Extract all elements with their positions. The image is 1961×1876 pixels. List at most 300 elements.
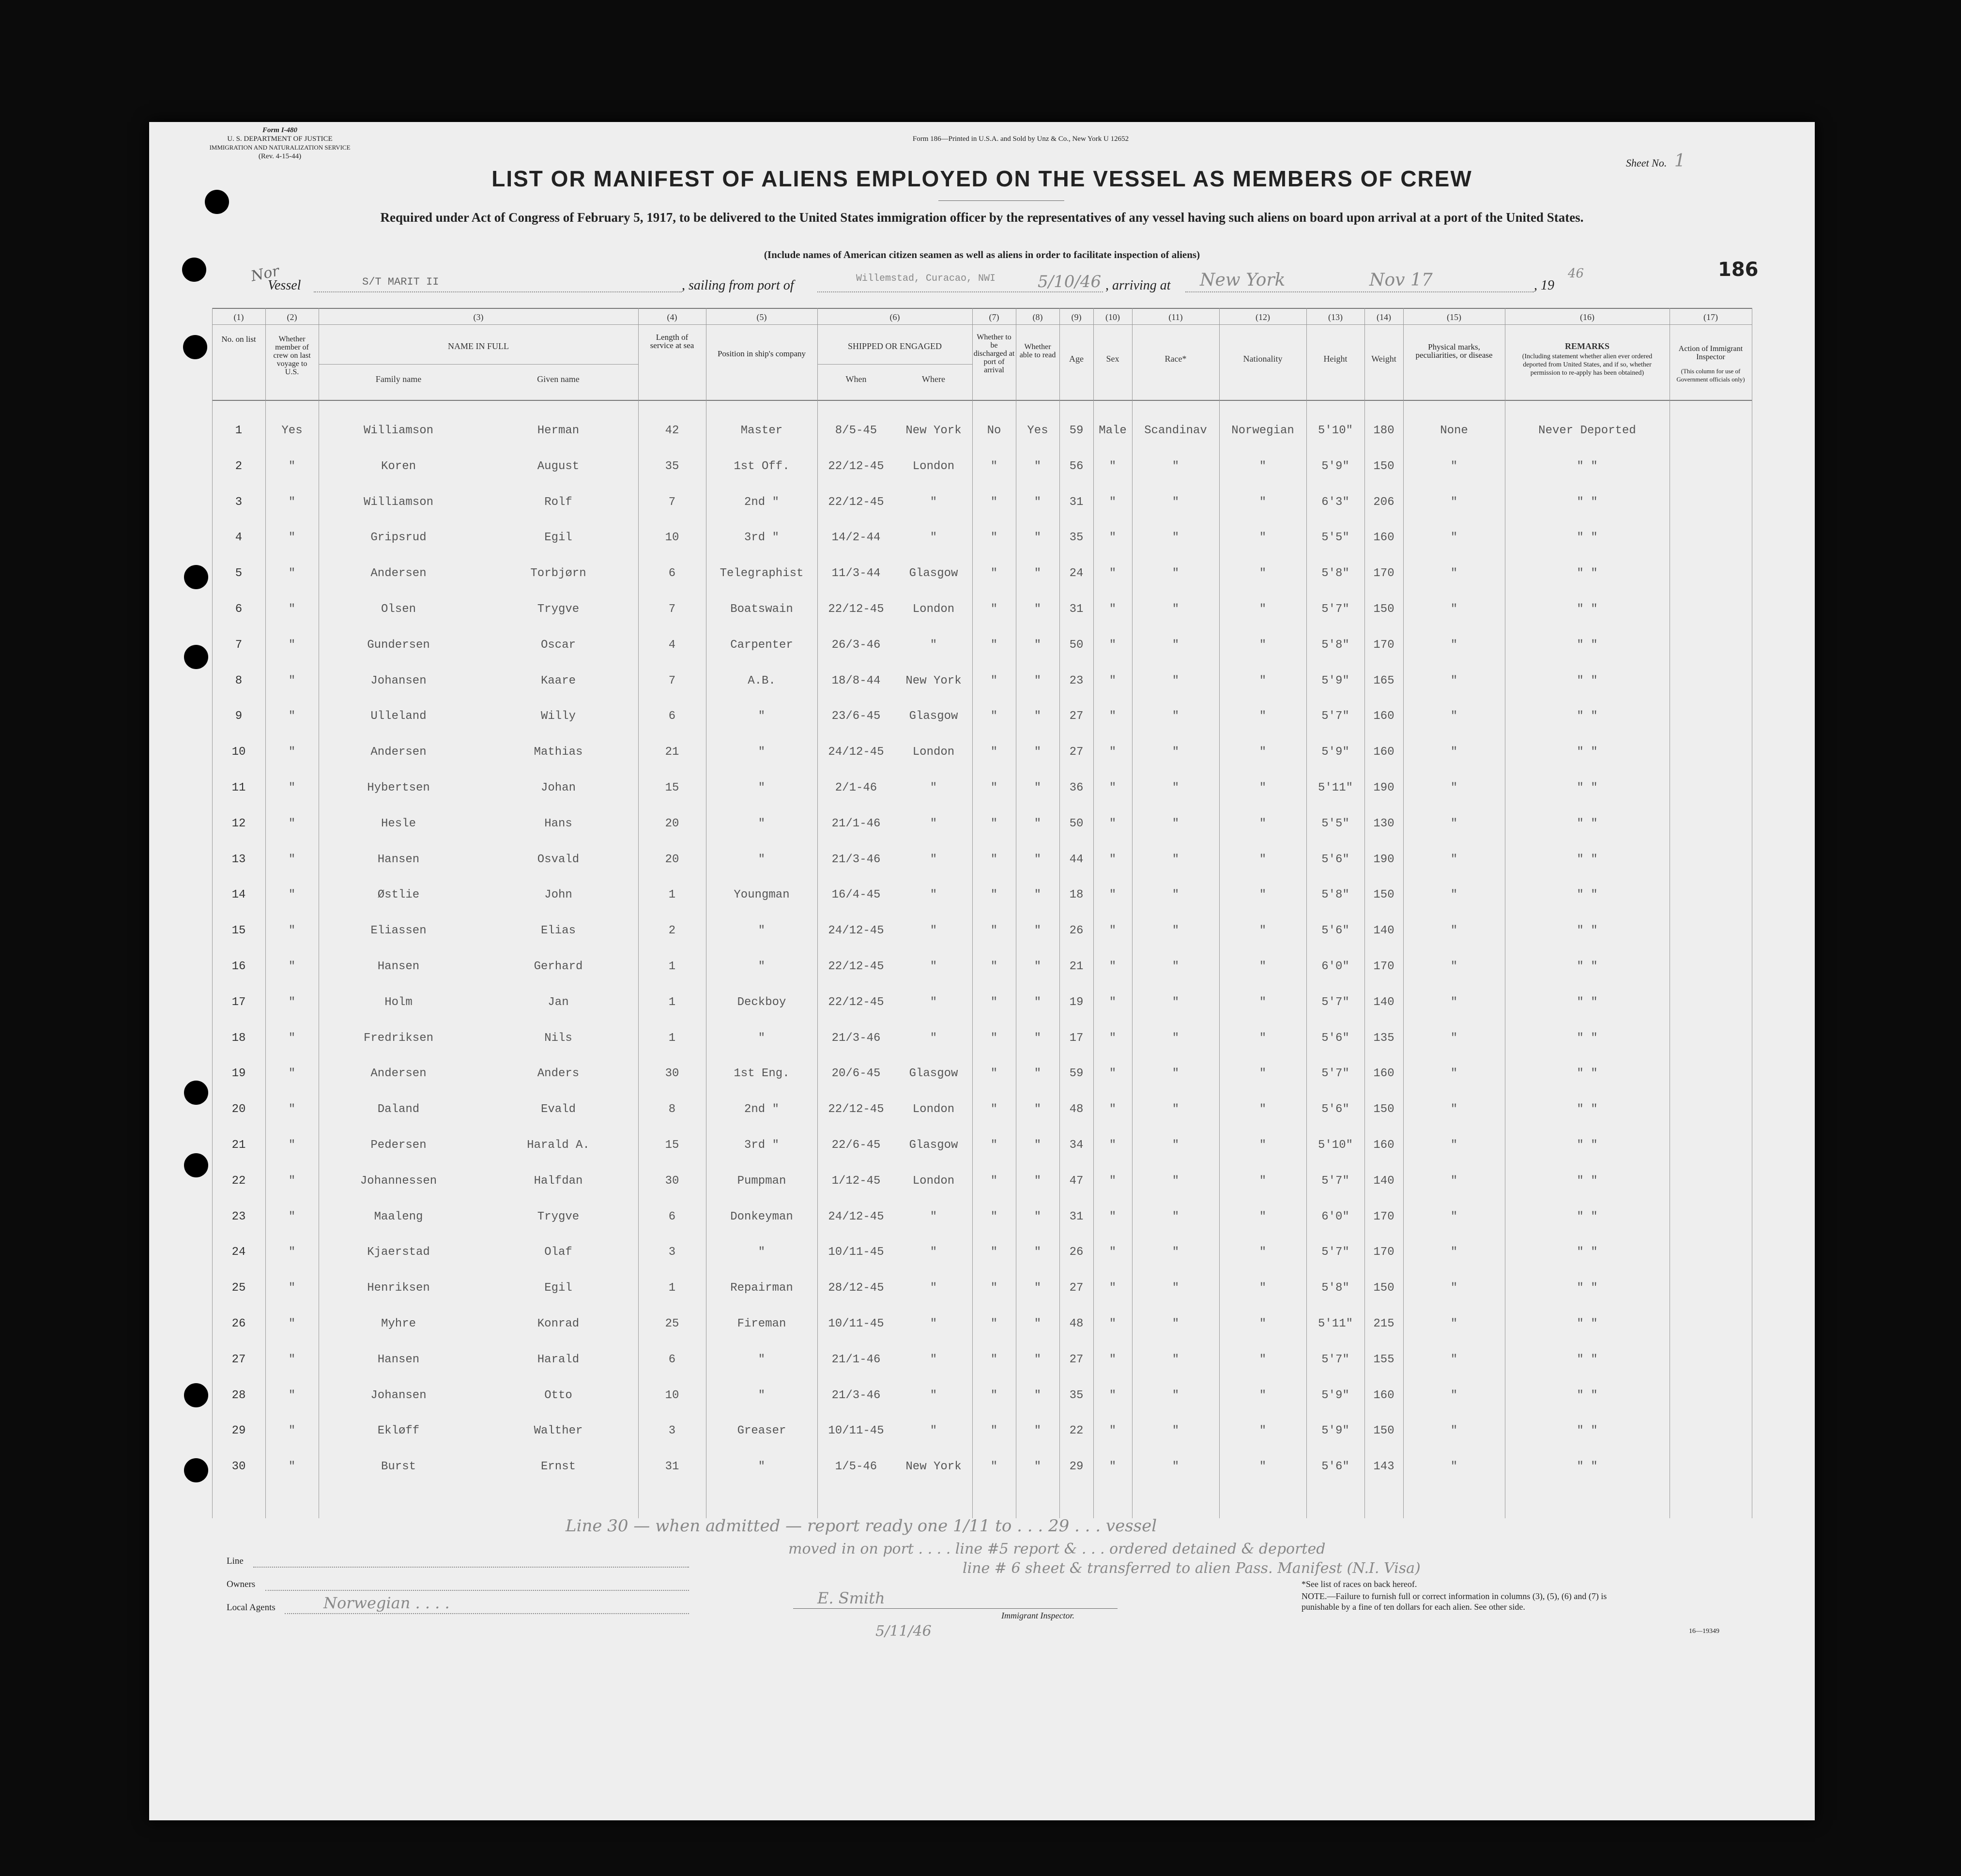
remarks-cell: " "	[1577, 1246, 1598, 1259]
given-name-cell: John	[544, 888, 572, 902]
nationality-cell: "	[1259, 853, 1267, 866]
given-name-cell: Gerhard	[534, 960, 583, 973]
row-number: 14	[231, 888, 246, 902]
row-number: 11	[231, 781, 246, 794]
race-cell: "	[1172, 1103, 1180, 1116]
age-cell: 26	[1069, 1246, 1084, 1259]
remarks-cell: " "	[1577, 1067, 1598, 1081]
position-cell: Carpenter	[730, 638, 793, 652]
table-row	[149, 1311, 1752, 1346]
discharged-cell: "	[990, 638, 998, 652]
table-row	[149, 1453, 1752, 1489]
position-cell: Donkeyman	[730, 1210, 793, 1223]
race-cell: "	[1172, 1353, 1180, 1366]
engaged-when-cell: 22/6-45	[831, 1139, 881, 1152]
age-cell: 56	[1069, 459, 1084, 473]
position-cell: "	[758, 1388, 766, 1402]
sex-cell: "	[1109, 674, 1117, 687]
manifest-sheet	[149, 122, 1815, 1820]
physical-marks-cell: "	[1450, 1139, 1458, 1152]
position-cell: 3rd "	[744, 531, 779, 545]
row-number: 21	[231, 1139, 246, 1152]
annotation-line-2: moved in on port . . . . line #5 report & . . . ordered detained & deported	[788, 1540, 1326, 1557]
given-name-cell: Trygve	[537, 1210, 580, 1223]
col-17-label: Action of Immigrant Inspector	[1678, 345, 1743, 361]
sex-cell: "	[1109, 1067, 1117, 1081]
physical-marks-cell: "	[1450, 1031, 1458, 1045]
age-cell: 36	[1069, 781, 1084, 794]
table-row	[149, 1204, 1752, 1239]
col-4-number: (4)	[667, 312, 677, 322]
nationality-cell: "	[1259, 1174, 1267, 1188]
engaged-where-cell: Glasgow	[909, 1139, 958, 1152]
row-number: 22	[231, 1174, 246, 1188]
discharged-cell: "	[990, 1174, 998, 1188]
discharged-cell: No	[987, 424, 1001, 437]
able-to-read-cell: "	[1034, 1317, 1042, 1330]
age-cell: 18	[1069, 888, 1084, 902]
height-cell: 5'8"	[1321, 1281, 1349, 1295]
col-3-family-label: Family name	[375, 374, 422, 384]
given-name-cell: Egil	[544, 1281, 572, 1295]
engaged-where-cell: New York	[905, 674, 962, 687]
family-name-cell: Holm	[384, 995, 413, 1009]
height-cell: 5'5"	[1321, 817, 1349, 830]
position-cell: "	[758, 960, 766, 973]
arriving-label: , arriving at	[1105, 278, 1171, 293]
row-number: 13	[231, 853, 246, 866]
race-cell: "	[1172, 1067, 1180, 1081]
physical-marks-cell: "	[1450, 1174, 1458, 1188]
prior-voyage-cell: Yes	[281, 424, 303, 437]
nationality-cell: "	[1259, 995, 1267, 1009]
remarks-cell: " "	[1577, 495, 1598, 509]
discharged-cell: "	[990, 924, 998, 938]
prior-voyage-cell: "	[288, 1210, 296, 1223]
engaged-where-cell: "	[930, 1424, 937, 1438]
position-cell: "	[758, 1031, 766, 1045]
height-cell: 5'7"	[1321, 710, 1349, 723]
row-number: 1	[235, 424, 243, 437]
age-cell: 31	[1069, 603, 1084, 616]
race-cell: "	[1172, 1139, 1180, 1152]
height-cell: 5'6"	[1321, 853, 1349, 866]
sex-cell: "	[1109, 1353, 1117, 1366]
able-to-read-cell: "	[1034, 1353, 1042, 1366]
engaged-where-cell: "	[930, 1210, 937, 1223]
race-cell: "	[1172, 781, 1180, 794]
discharged-cell: "	[990, 1246, 998, 1259]
form-id-block	[198, 126, 362, 161]
age-cell: 35	[1069, 1388, 1084, 1402]
sex-cell: "	[1109, 603, 1117, 616]
race-cell: "	[1172, 1460, 1180, 1474]
position-cell: Repairman	[730, 1281, 793, 1295]
weight-cell: 150	[1373, 888, 1394, 902]
weight-cell: 150	[1373, 603, 1394, 616]
race-cell: "	[1172, 817, 1180, 830]
nationality-cell: "	[1259, 638, 1267, 652]
family-name-cell: Ekløff	[377, 1424, 420, 1438]
family-name-cell: Fredriksen	[363, 1031, 434, 1045]
row-number: 3	[235, 495, 243, 509]
prior-voyage-cell: "	[288, 1174, 296, 1188]
table-row	[149, 1168, 1752, 1204]
age-cell: 19	[1069, 995, 1084, 1009]
engaged-where-cell: "	[930, 853, 937, 866]
position-cell: "	[758, 853, 766, 866]
discharged-cell: "	[990, 781, 998, 794]
sex-cell: "	[1109, 1103, 1117, 1116]
race-cell: "	[1172, 674, 1180, 687]
height-cell: 5'6"	[1321, 1103, 1349, 1116]
nationality-cell: "	[1259, 924, 1267, 938]
remarks-cell: " "	[1577, 995, 1598, 1009]
table-row	[149, 1096, 1752, 1132]
nationality-cell: "	[1259, 1031, 1267, 1045]
table-row	[149, 417, 1752, 453]
col-17-detail: (This column for use of Government officials only)	[1676, 367, 1745, 383]
engaged-where-cell: "	[930, 781, 937, 794]
col-17-number: (17)	[1703, 312, 1718, 322]
col-8-number: (8)	[1032, 312, 1043, 322]
year-label: , 19	[1534, 278, 1554, 293]
service-length-cell: 7	[668, 495, 676, 509]
col-12-label: Nationality	[1243, 354, 1283, 364]
able-to-read-cell: "	[1034, 1067, 1042, 1081]
prior-voyage-cell: "	[288, 960, 296, 973]
discharged-cell: "	[990, 1139, 998, 1152]
given-name-cell: August	[537, 459, 580, 473]
weight-cell: 170	[1373, 638, 1394, 652]
physical-marks-cell: "	[1450, 1103, 1458, 1116]
inspector-label: Immigrant Inspector.	[1001, 1611, 1074, 1620]
remarks-cell: " "	[1577, 1031, 1598, 1045]
given-name-cell: Harald	[537, 1353, 580, 1366]
remarks-cell: " "	[1577, 1139, 1598, 1152]
weight-cell: 150	[1373, 1103, 1394, 1116]
physical-marks-cell: "	[1450, 1067, 1458, 1081]
weight-cell: 155	[1373, 1353, 1394, 1366]
table-row	[149, 703, 1752, 739]
remarks-cell: " "	[1577, 1210, 1598, 1223]
service-length-cell: 20	[665, 853, 679, 866]
remarks-cell: " "	[1577, 1424, 1598, 1438]
remarks-cell: " "	[1577, 1281, 1598, 1295]
include-note: (Include names of American citizen seamen as well as aliens in order to facilitate inspection of aliens)	[764, 249, 1200, 260]
able-to-read-cell: "	[1034, 495, 1042, 509]
engaged-where-cell: "	[930, 924, 937, 938]
family-name-cell: Hybertsen	[367, 781, 430, 794]
given-name-cell: Ernst	[540, 1460, 576, 1474]
engaged-where-cell: London	[912, 603, 955, 616]
family-name-cell: Henriksen	[367, 1281, 430, 1295]
position-cell: Boatswain	[730, 603, 793, 616]
weight-cell: 165	[1373, 674, 1394, 687]
able-to-read-cell: "	[1034, 1031, 1042, 1045]
height-cell: 5'8"	[1321, 567, 1349, 580]
engaged-when-cell: 10/11-45	[828, 1246, 884, 1259]
engaged-when-cell: 21/1-46	[831, 1353, 881, 1366]
engaged-where-cell: "	[930, 960, 937, 973]
height-cell: 5'9"	[1321, 459, 1349, 473]
prior-voyage-cell: "	[288, 817, 296, 830]
row-number: 25	[231, 1281, 246, 1295]
engaged-where-cell: "	[930, 995, 937, 1009]
row-number: 7	[235, 638, 243, 652]
col-6-when-label: When	[845, 374, 867, 384]
discharged-cell: "	[990, 1388, 998, 1402]
service-length-cell: 3	[668, 1246, 676, 1259]
given-name-cell: Mathias	[534, 746, 583, 759]
weight-cell: 160	[1373, 1139, 1394, 1152]
nationality-cell: "	[1259, 888, 1267, 902]
sex-cell: "	[1109, 1210, 1117, 1223]
family-name-cell: Maaleng	[374, 1210, 423, 1223]
position-cell: "	[758, 817, 766, 830]
page-subtitle: Required under Act of Congress of February 5, 1917, to be delivered to the United States immigration officer by the representatives of any vessel having such aliens on board upon arrival at a port of the United States.	[380, 210, 1584, 225]
page-title: LIST OR MANIFEST OF ALIENS EMPLOYED ON THE VESSEL AS MEMBERS OF CREW	[491, 166, 1472, 191]
engaged-where-cell: Glasgow	[909, 1067, 958, 1081]
service-length-cell: 31	[665, 1460, 679, 1474]
given-name-cell: Otto	[544, 1388, 572, 1402]
weight-cell: 140	[1373, 924, 1394, 938]
remarks-cell: " "	[1577, 781, 1598, 794]
col-8-label: Whether able to read	[1019, 343, 1056, 359]
annotation-line-1: Line 30 — when admitted — report ready one 1/11 to . . . 29 . . . vessel	[566, 1516, 1157, 1536]
remarks-cell: " "	[1577, 1103, 1598, 1116]
col-7-label: Whether to be discharged at port of arrival	[973, 333, 1015, 374]
height-cell: 5'7"	[1321, 1174, 1349, 1188]
prior-voyage-cell: "	[288, 674, 296, 687]
given-name-cell: Elias	[540, 924, 576, 938]
sex-cell: "	[1109, 567, 1117, 580]
annotation-line-3: line # 6 sheet & transferred to alien Pass. Manifest (N.I. Visa)	[963, 1560, 1421, 1577]
prior-voyage-cell: "	[288, 1031, 296, 1045]
height-cell: 5'7"	[1321, 1067, 1349, 1081]
physical-marks-cell: "	[1450, 746, 1458, 759]
physical-marks-cell: None	[1440, 424, 1468, 437]
family-name-cell: Gundersen	[367, 638, 430, 652]
table-row	[149, 1060, 1752, 1096]
given-name-cell: Osvald	[537, 853, 580, 866]
engaged-when-cell: 22/12-45	[828, 995, 884, 1009]
sex-cell: "	[1109, 1388, 1117, 1402]
sex-cell: "	[1109, 531, 1117, 545]
row-number: 26	[231, 1317, 246, 1330]
department-name: U. S. DEPARTMENT OF JUSTICE	[227, 135, 333, 143]
remarks-cell: Never Deported	[1538, 424, 1636, 437]
form-number: Form I-480	[262, 126, 298, 134]
weight-cell: 150	[1373, 1281, 1394, 1295]
table-row	[149, 846, 1752, 882]
service-length-cell: 1	[668, 888, 676, 902]
col-16-detail: (Including statement whether alien ever ordered deported from United States, and if so, whether permission to re-apply has been obtained)	[1522, 353, 1653, 377]
race-cell: "	[1172, 1317, 1180, 1330]
able-to-read-cell: "	[1034, 781, 1042, 794]
engaged-when-cell: 18/8-44	[831, 674, 881, 687]
age-cell: 47	[1069, 1174, 1084, 1188]
family-name-cell: Myhre	[381, 1317, 416, 1330]
given-name-cell: Oscar	[540, 638, 576, 652]
able-to-read-cell: "	[1034, 995, 1042, 1009]
engaged-when-cell: 22/12-45	[828, 603, 884, 616]
family-name-cell: Ulleland	[370, 710, 427, 723]
given-name-cell: Anders	[537, 1067, 580, 1081]
position-cell: Pumpman	[737, 1174, 786, 1188]
age-cell: 31	[1069, 1210, 1084, 1223]
weight-cell: 206	[1373, 495, 1394, 509]
sex-cell: "	[1109, 1174, 1117, 1188]
sex-cell: "	[1109, 924, 1117, 938]
remarks-cell: " "	[1577, 674, 1598, 687]
position-cell: "	[758, 1460, 766, 1474]
agents-value: Norwegian . . . .	[323, 1594, 450, 1612]
sailing-port: Willemstad, Curacao, NWI	[856, 273, 996, 284]
row-number: 15	[231, 924, 246, 938]
weight-cell: 180	[1373, 424, 1394, 437]
given-name-cell: Willy	[540, 710, 576, 723]
engaged-where-cell: London	[912, 1103, 955, 1116]
race-cell: "	[1172, 531, 1180, 545]
able-to-read-cell: "	[1034, 924, 1042, 938]
weight-cell: 170	[1373, 1246, 1394, 1259]
able-to-read-cell: Yes	[1027, 424, 1048, 437]
able-to-read-cell: "	[1034, 1246, 1042, 1259]
family-name-cell: Olsen	[381, 603, 416, 616]
table-row	[149, 1382, 1752, 1418]
nationality-cell: "	[1259, 710, 1267, 723]
engaged-when-cell: 21/3-46	[831, 853, 881, 866]
race-cell: "	[1172, 495, 1180, 509]
table-row	[149, 917, 1752, 953]
prior-voyage-cell: "	[288, 924, 296, 938]
race-cell: "	[1172, 960, 1180, 973]
position-cell: Fireman	[737, 1317, 786, 1330]
service-length-cell: 25	[665, 1317, 679, 1330]
row-number: 24	[231, 1246, 246, 1259]
discharged-cell: "	[990, 1031, 998, 1045]
age-cell: 48	[1069, 1103, 1084, 1116]
punch-hole	[205, 190, 229, 214]
engaged-when-cell: 21/3-46	[831, 1031, 881, 1045]
position-cell: Youngman	[734, 888, 790, 902]
sailing-date: 5/10/46	[1038, 272, 1102, 291]
vessel-label: Vessel	[268, 278, 301, 293]
position-cell: "	[758, 746, 766, 759]
col-3-number: (3)	[473, 312, 484, 322]
prior-voyage-cell: "	[288, 1460, 296, 1474]
remarks-cell: " "	[1577, 710, 1598, 723]
col-14-number: (14)	[1377, 312, 1391, 322]
race-cell: "	[1172, 924, 1180, 938]
discharged-cell: "	[990, 710, 998, 723]
race-cell: "	[1172, 1210, 1180, 1223]
physical-marks-cell: "	[1450, 495, 1458, 509]
prior-voyage-cell: "	[288, 1067, 296, 1081]
family-name-cell: Andersen	[370, 746, 427, 759]
nationality-cell: "	[1259, 1353, 1267, 1366]
sex-cell: "	[1109, 960, 1117, 973]
engaged-when-cell: 8/5-45	[835, 424, 877, 437]
height-cell: 5'10"	[1318, 424, 1353, 437]
engaged-when-cell: 23/6-45	[831, 710, 881, 723]
row-number: 16	[231, 960, 246, 973]
service-length-cell: 6	[668, 567, 676, 580]
nationality-cell: "	[1259, 495, 1267, 509]
service-length-cell: 30	[665, 1174, 679, 1188]
engaged-where-cell: "	[930, 888, 937, 902]
height-cell: 5'7"	[1321, 603, 1349, 616]
race-cell: "	[1172, 1424, 1180, 1438]
engaged-where-cell: Glasgow	[909, 567, 958, 580]
given-name-cell: Kaare	[540, 674, 576, 687]
discharged-cell: "	[990, 1281, 998, 1295]
given-name-cell: Johan	[540, 781, 576, 794]
service-length-cell: 8	[668, 1103, 676, 1116]
able-to-read-cell: "	[1034, 1281, 1042, 1295]
weight-cell: 170	[1373, 960, 1394, 973]
height-cell: 5'10"	[1318, 1139, 1353, 1152]
service-length-cell: 6	[668, 710, 676, 723]
vessel-name: S/T MARIT II	[362, 276, 439, 288]
arriving-port: New York	[1200, 270, 1286, 290]
prior-voyage-cell: "	[288, 853, 296, 866]
engaged-where-cell: "	[930, 638, 937, 652]
prior-voyage-cell: "	[288, 781, 296, 794]
engaged-when-cell: 22/12-45	[828, 495, 884, 509]
family-name-cell: Johannessen	[360, 1174, 437, 1188]
col-16-number: (16)	[1580, 312, 1594, 322]
prior-voyage-cell: "	[288, 1281, 296, 1295]
engaged-where-cell: London	[912, 1174, 955, 1188]
height-cell: 5'7"	[1321, 995, 1349, 1009]
height-cell: 6'0"	[1321, 960, 1349, 973]
age-cell: 34	[1069, 1139, 1084, 1152]
weight-cell: 170	[1373, 567, 1394, 580]
col-13-number: (13)	[1328, 312, 1343, 322]
nationality-cell: "	[1259, 1246, 1267, 1259]
sex-cell: "	[1109, 1460, 1117, 1474]
sex-cell: "	[1109, 1424, 1117, 1438]
prior-voyage-cell: "	[288, 710, 296, 723]
nationality-cell: "	[1259, 674, 1267, 687]
given-name-cell: Konrad	[537, 1317, 580, 1330]
race-cell: "	[1172, 567, 1180, 580]
service-length-cell: 7	[668, 603, 676, 616]
row-number: 8	[235, 674, 243, 687]
engaged-where-cell: London	[912, 459, 955, 473]
race-cell: "	[1172, 603, 1180, 616]
weight-cell: 160	[1373, 710, 1394, 723]
able-to-read-cell: "	[1034, 567, 1042, 580]
race-cell: "	[1172, 1388, 1180, 1402]
col-16-label: REMARKS	[1564, 341, 1609, 351]
race-cell: "	[1172, 710, 1180, 723]
table-row	[149, 596, 1752, 632]
row-number: 20	[231, 1103, 246, 1116]
row-number: 2	[235, 459, 243, 473]
physical-marks-cell: "	[1450, 1460, 1458, 1474]
discharged-cell: "	[990, 1424, 998, 1438]
col-15-label: Physical marks, peculiarities, or disease	[1415, 342, 1493, 360]
age-cell: 24	[1069, 567, 1084, 580]
arriving-date: Nov 17	[1369, 270, 1433, 290]
weight-cell: 140	[1373, 995, 1394, 1009]
weight-cell: 150	[1373, 1424, 1394, 1438]
table-row	[149, 810, 1752, 846]
position-cell: 1st Eng.	[734, 1067, 790, 1081]
